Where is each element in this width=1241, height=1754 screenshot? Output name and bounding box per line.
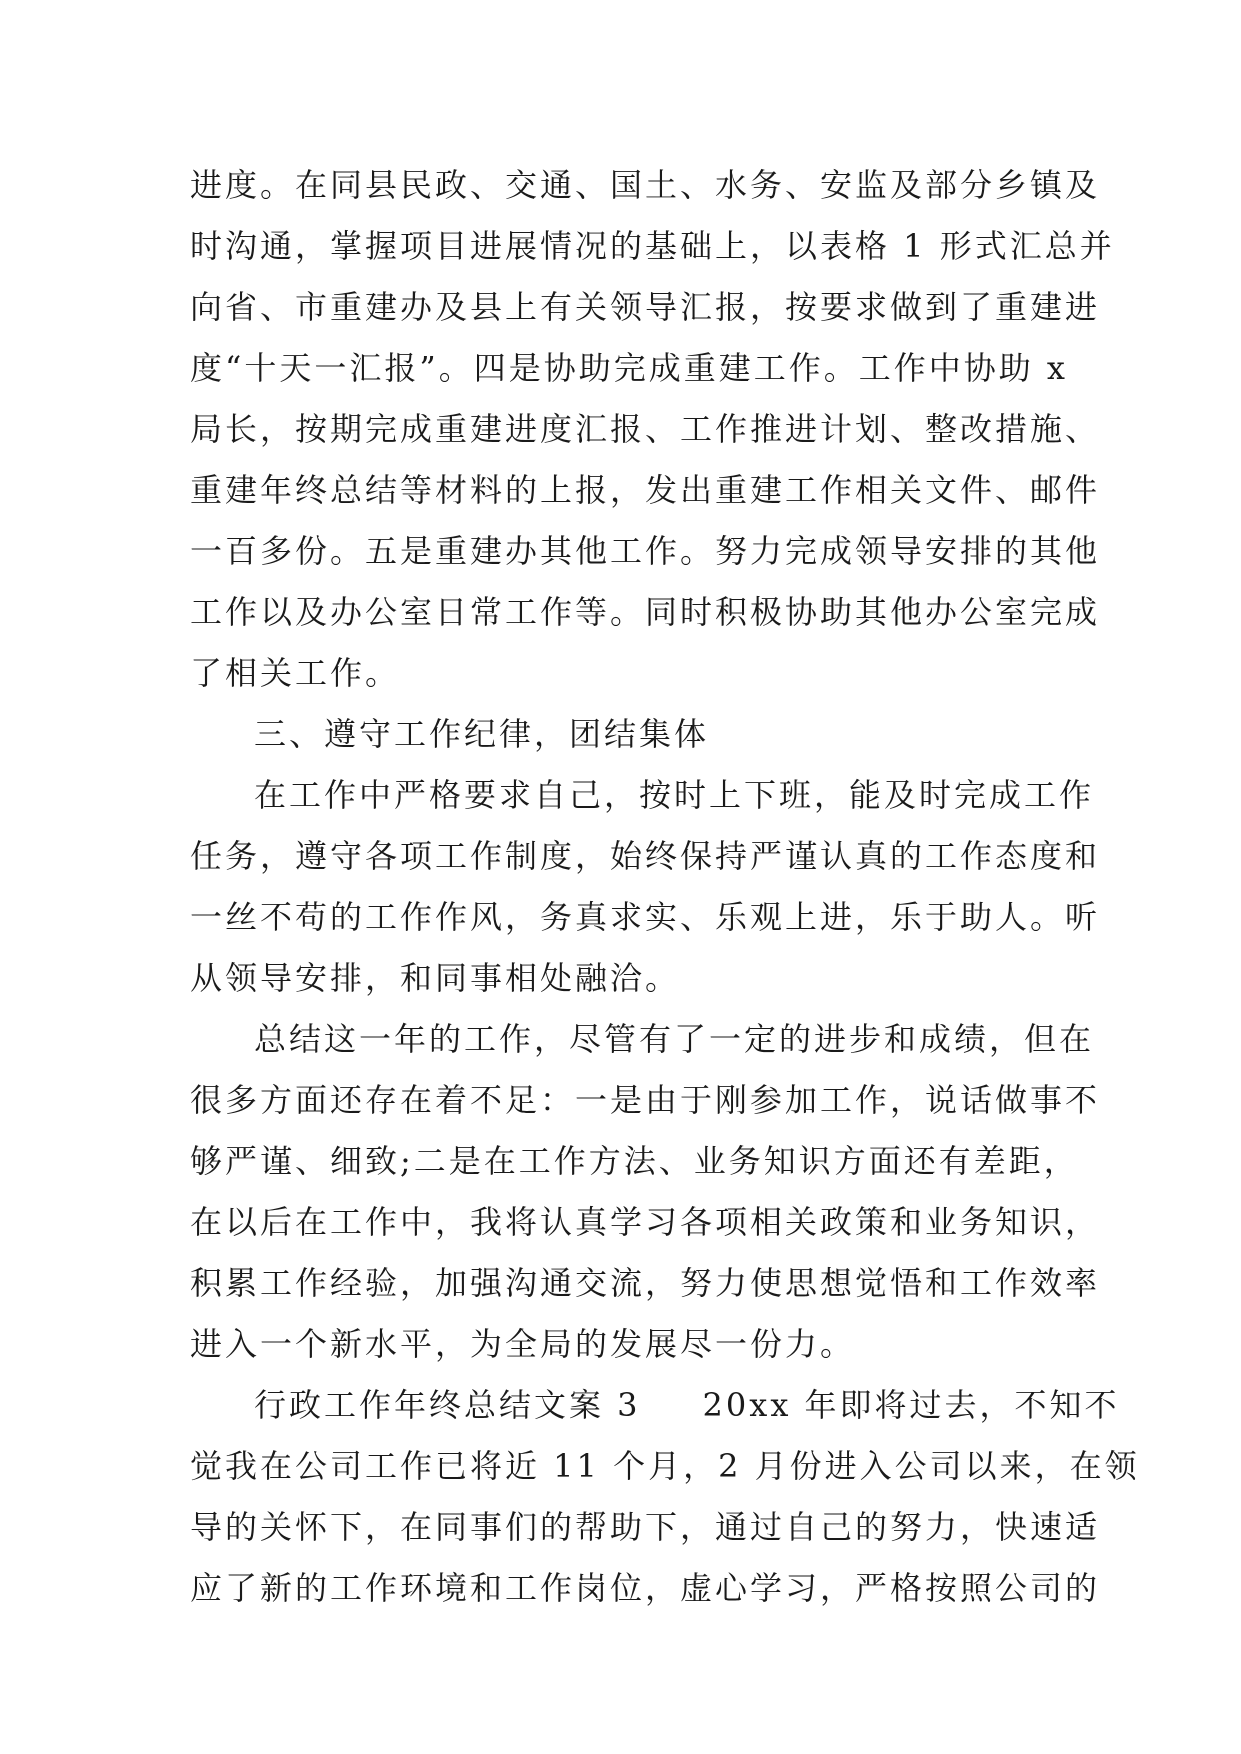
text-line: 进度。在同县民政、交通、国土、水务、安监及部分乡镇及 (190, 166, 1101, 204)
text-line: 向省、市重建办及县上有关领导汇报，按要求做到了重建进 (190, 288, 1101, 326)
text-line: 从领导安排，和同事相处融洽。 (190, 959, 681, 997)
text-line: 工作以及办公室日常工作等。同时积极协助其他办公室完成 (190, 593, 1101, 631)
text-line: 够严谨、细致;二是在工作方法、业务知识方面还有差距， (190, 1142, 1079, 1180)
section-heading: 三、遵守工作纪律，团结集体 (254, 715, 710, 753)
text-line: 很多方面还存在着不足：一是由于刚参加工作，说话做事不 (190, 1081, 1101, 1119)
text-line: 时沟通，掌握项目进展情况的基础上，以表格 1 形式汇总并 (190, 227, 1115, 265)
document-body (190, 155, 1140, 1619)
text-line: 一百多份。五是重建办其他工作。努力完成领导安排的其他 (190, 532, 1101, 570)
text-line: 局长，按期完成重建进度汇报、工作推进计划、整改措施、 (190, 410, 1101, 448)
text-line: 度“十天一汇报”。四是协助完成重建工作。工作中协助 x (190, 349, 1068, 387)
text-line: 在以后在工作中，我将认真学习各项相关政策和业务知识， (190, 1203, 1101, 1241)
text-line: 觉我在公司工作已将近 11 个月，2 月份进入公司以来，在领 (190, 1447, 1140, 1485)
text-line: 重建年终总结等材料的上报，发出重建工作相关文件、邮件 (190, 471, 1101, 509)
text-line: 总结这一年的工作，尽管有了一定的进步和成绩，但在 (254, 1020, 1095, 1058)
text-line: 了相关工作。 (190, 654, 401, 692)
article-title: 行政工作年终总结文案 3 (254, 1386, 641, 1424)
text-line: 任务，遵守各项工作制度，始终保持严谨认真的工作态度和 (190, 837, 1101, 875)
text-line-with-title (190, 1375, 1120, 1436)
text-line: 一丝不苟的工作作风，务真求实、乐观上进，乐于助人。听 (190, 898, 1101, 936)
text-line: 在工作中严格要求自己，按时上下班，能及时完成工作 (254, 776, 1095, 814)
text-line: 导的关怀下，在同事们的帮助下，通过自己的努力，快速适 (190, 1508, 1101, 1546)
text-line: 积累工作经验，加强沟通交流，努力使思想觉悟和工作效率 (190, 1264, 1101, 1302)
text-line: 进入一个新水平，为全局的发展尽一份力。 (190, 1325, 856, 1363)
text-fragment: 20xx 年即将过去，不知不 (702, 1386, 1120, 1424)
text-line: 应了新的工作环境和工作岗位，虚心学习，严格按照公司的 (190, 1569, 1101, 1607)
